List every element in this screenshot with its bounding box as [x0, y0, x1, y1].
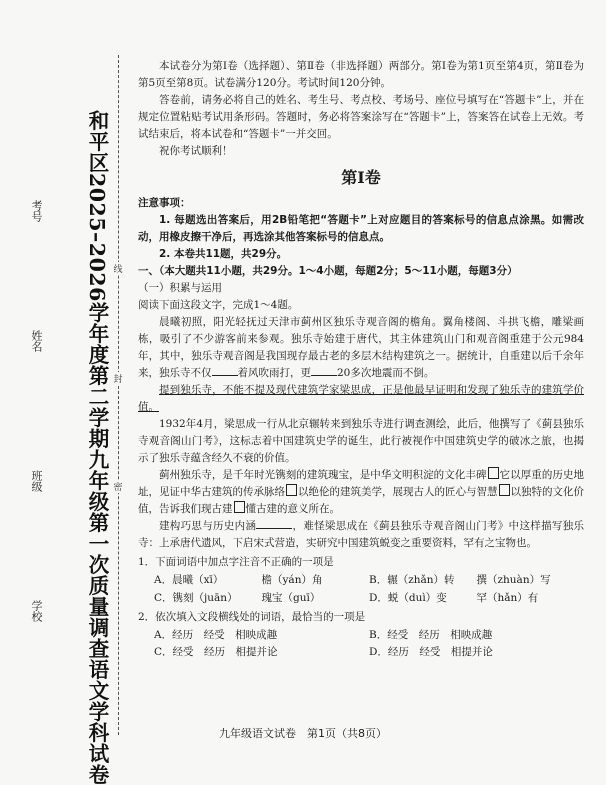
passage-p4-a: 建构巧思与历史内涵	[159, 519, 257, 532]
passage-p1-text: 晨曦初照，阳光轻抚过天津市蓟州区独乐寺观音阁的檐角。翼角楼阁、斗拱飞檐，雕梁画栋，吸引了不少游客前来参观。独乐寺始建于唐代，其主体建筑山门和观音阁重建于公元984年，其中，独乐寺观音阁是我国现存最古老的多层木结构建筑之一。据统计，自重建以后千余年来，独乐寺不仅	[138, 315, 584, 379]
q1-option-d-word-2: 罕（hǎn）有	[476, 591, 539, 604]
binding-margin	[0, 0, 140, 785]
fill-blank-1	[212, 365, 238, 376]
part1-sub: （一）积累与运用	[138, 281, 222, 294]
passage-para-4	[138, 518, 584, 552]
intro-para-1: 本试卷分为第Ⅰ卷（选择题）、第Ⅱ卷（非选择题）两部分。第Ⅰ卷为第1页至第4页，第Ⅱ卷为第5页至第8页。试卷满分120分。考试时间120分钟。	[138, 60, 584, 89]
intro-para-3: 祝你考试顺利！	[159, 145, 233, 157]
field-school-label: 学校	[30, 600, 43, 622]
exam-title: 和平区2025–2026学年度第二学期九年级第一次质量调查语文学科试卷	[85, 110, 109, 785]
notes-item-1: 1. 每题选出答案后，用2B铅笔把“答题卡”上对应题目的答案标号的信息点涂黑。如需改动，用橡皮擦干净后，再选涂其他答案标号的信息点。	[138, 213, 584, 243]
field-exam-number-label: 考号	[30, 200, 43, 222]
q1-option-c-word-1: C．镌刻（juān）	[154, 591, 238, 604]
q2-option-d: D．经历 经受 相提并论	[369, 645, 493, 658]
fill-blank-2	[311, 365, 337, 376]
q1-option-a-word-2: 檐（yán）角	[261, 573, 323, 586]
field-school	[28, 600, 44, 622]
question-2-options	[138, 627, 584, 661]
q2-option-a: A．经历 经受 相映成趣	[154, 628, 278, 641]
passage-para-1	[138, 314, 584, 382]
q2-option-b: B．经受 经历 相映成趣	[369, 628, 493, 641]
passage-underlined-sentence: 提到独乐寺，不能不提及现代建筑学家梁思成，正是他最早证明和发现了独乐寺的建筑学价值。	[138, 383, 584, 413]
q1-option-b-word-2: 撰（zhuàn）写	[476, 573, 551, 586]
notes-heading: 注意事项：	[138, 196, 191, 209]
punct-box-2	[286, 484, 297, 496]
passage-p3-c: 以绝伦的建筑美学，展现古人的匠心与智慧	[298, 485, 498, 498]
passage-para-3	[138, 467, 584, 518]
question-1-stem: 1．下面词语中加点字注音不正确的一项是	[138, 555, 334, 568]
field-name	[28, 330, 44, 352]
punct-box-3	[499, 484, 510, 496]
punct-box-4	[234, 501, 245, 513]
question-2-stem: 2．依次填入文段横线处的词语，最恰当的一项是	[138, 610, 366, 623]
q1-option-d-word-1: D．蜕（duì）变	[369, 591, 447, 604]
field-class-label: 班级	[30, 470, 43, 492]
passage-para-2: 1932年4月，梁思成一行从北京辗转来到独乐寺进行调查测绘，此后，他撰写了《蓟县独乐寺观音阁山门考》，这标志着中国建筑史学的诞生，此行被视作中国建筑史学的破冰之旅，也揭示了独乐寺蕴含经久不衰的价值。	[138, 417, 584, 464]
q1-option-c-word-2: 瑰宝（guī）	[261, 591, 321, 604]
passage-p1-end: 20多次地震而不倒。	[337, 366, 435, 379]
seal-char-seal: 封	[112, 372, 124, 385]
passage-p1-mid: 着风吹雨打，更	[237, 366, 311, 379]
page-footer: 九年级语文试卷 第1页（共8页）	[219, 727, 387, 740]
notes-item-2: 2. 本卷共11题，共29分。	[159, 247, 288, 260]
question-1-options-b	[138, 590, 584, 607]
part1-instruction: 阅读下面这段文字，完成1～4题。	[138, 298, 299, 311]
punct-box-1	[488, 467, 499, 479]
part1-heading: 一、（本大题共11小题，共29分。1～4小题，每题2分；5～11小题，每题3分）	[138, 264, 518, 277]
seal-char-secret: 密	[112, 480, 124, 493]
q1-option-b-word-1: B．辗（zhǎn）转	[369, 573, 455, 586]
section-title: 第Ⅰ卷	[341, 168, 381, 187]
field-name-label: 姓名	[30, 330, 43, 352]
question-1-options	[138, 572, 584, 589]
field-class	[28, 470, 44, 492]
field-exam-number	[28, 200, 44, 222]
passage-p3-e: 懂古建的意义所在。	[245, 502, 340, 515]
seal-char-line: 线	[112, 262, 124, 275]
passage-p4-b: ，难怪梁思成在《蓟县独乐寺观音阁山门考》中这样描写独乐寺：上承唐代遗风，下启宋式营造，实研究中国建筑蜕变之重要资料，罕有之宝物也。	[138, 519, 584, 549]
passage-p3-b: 它以厚重的历史地址，见证中华古建筑的传承脉络	[138, 468, 585, 498]
q1-option-a-word-1: A．晨曦（xī）	[154, 573, 224, 586]
intro-para-2: 答卷前，请务必将自己的姓名、考生号、考点校、考场号、座位号填写在“答题卡”上，并在规定位置粘贴考试用条形码。答题时，务必将答案涂写在“答题卡”上，答案答在试卷上无效。考试结束后，将本试卷和“答题卡”一并交回。	[138, 94, 584, 140]
main-content	[138, 58, 584, 662]
passage-p3-a: 蓟州独乐寺，是千年时光镌刻的建筑瑰宝，是中华文明积淀的文化丰碑	[159, 468, 487, 481]
passage-p3-d: 以独特的文化价值，告诉我们现古建	[138, 485, 584, 515]
fill-blank-3	[256, 518, 292, 529]
q2-option-c: C．经受 经历 相提并论	[154, 645, 278, 658]
seal-line	[118, 55, 119, 735]
